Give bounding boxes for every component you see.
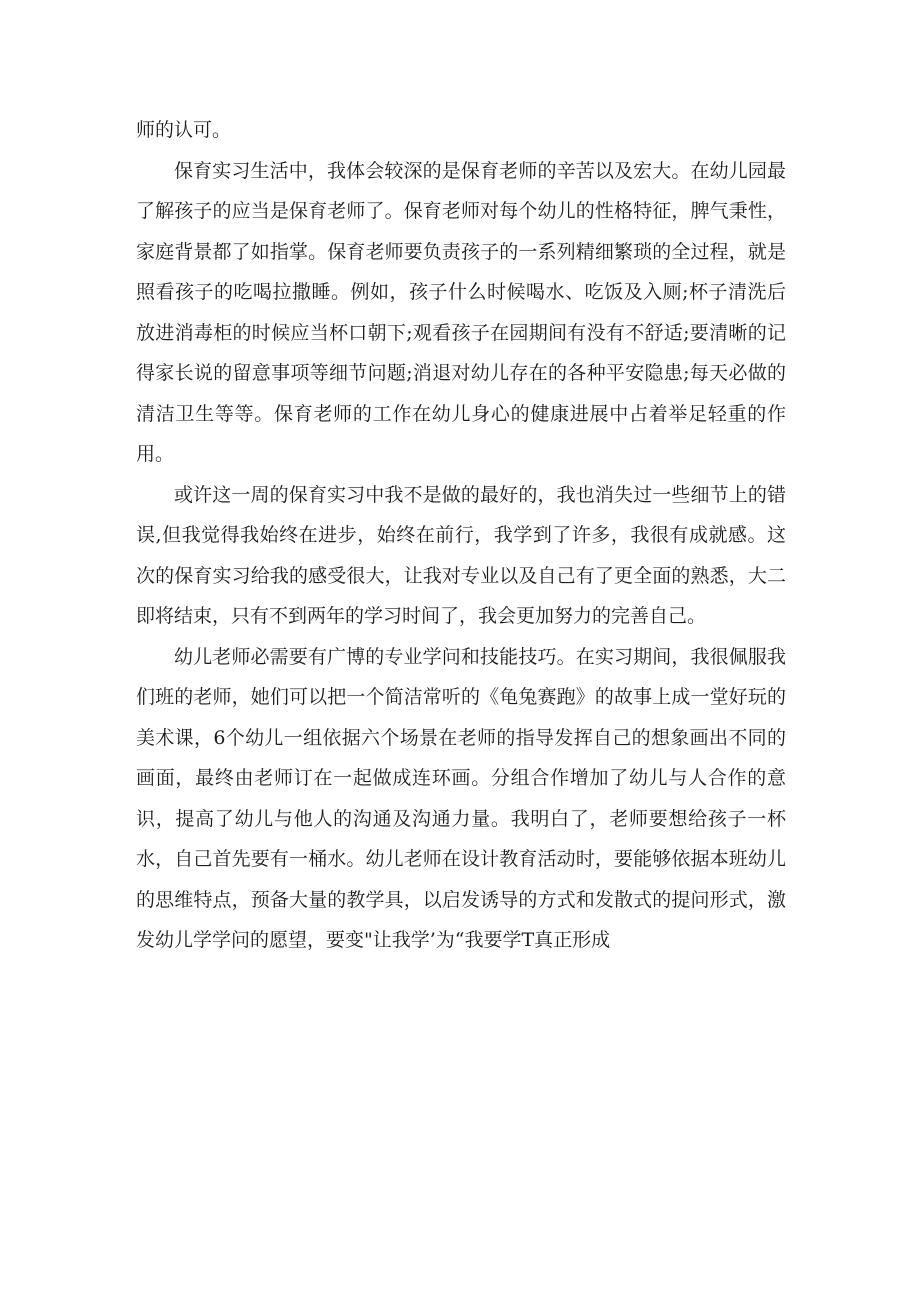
paragraph-childcare-teacher: 保育实习生活中，我体会较深的是保育老师的辛苦以及宏大。在幼儿园最了解孩子的应当是保育老师了。保育老师对每个幼儿的性格特征，脾气秉性，家庭背景都了如指掌。保育老师要负责孩子的一系列精细繁琐的全过程，就是照看孩子的吃喝拉撒睡。例如，孩子什么时候喝水、吃饭及入厕;杯子清洗后放进消毒柜的时候应当杯口朝下;观看孩子在园期间有没有不舒适;要清晰的记得家长说的留意事项等细节问题;消退对幼儿存在的各种平安隐患;每天必做的清洁卫生等等。保育老师的工作在幼儿身心的健康进展中占着举足轻重的作用。 <box>136 159 786 465</box>
paragraph-self-reflection: 或许这一周的保育实习中我不是做的最好的，我也消失过一些细节上的错误,但我觉得我始终在进步，始终在前行，我学到了许多，我很有成就感。这次的保育实习给我的感受很大，让我对专业以及自己有了更全面的熟悉，大二即将结束，只有不到两年的学习时间了，我会更加努力的完善自己。 <box>136 483 786 627</box>
document-body <box>136 110 786 961</box>
paragraph-continuation: 师的认可。 <box>136 119 232 141</box>
paragraph-teacher-skills: 幼儿老师必需要有广博的专业学问和技能技巧。在实习期间，我很佩服我们班的老师，她们可以把一个简洁常听的《龟兔赛跑》的故事上成一堂好玩的美术课，6个幼儿一组依据六个场景在老师的指导发挥自己的想象画出不同的画面，最终由老师订在一起做成连环画。分组合作增加了幼儿与人合作的意识，提高了幼儿与他人的沟通及沟通力量。我明白了，老师要想给孩子一杯水，自己首先要有一桶水。幼儿老师在设计教育活动时，要能够依据本班幼儿的思维特点，预备大量的教学具，以启发诱导的方式和发散式的提问形式，激发幼儿学学问的愿望，要变"让我学’为“我要学T真正形成 <box>136 645 786 951</box>
